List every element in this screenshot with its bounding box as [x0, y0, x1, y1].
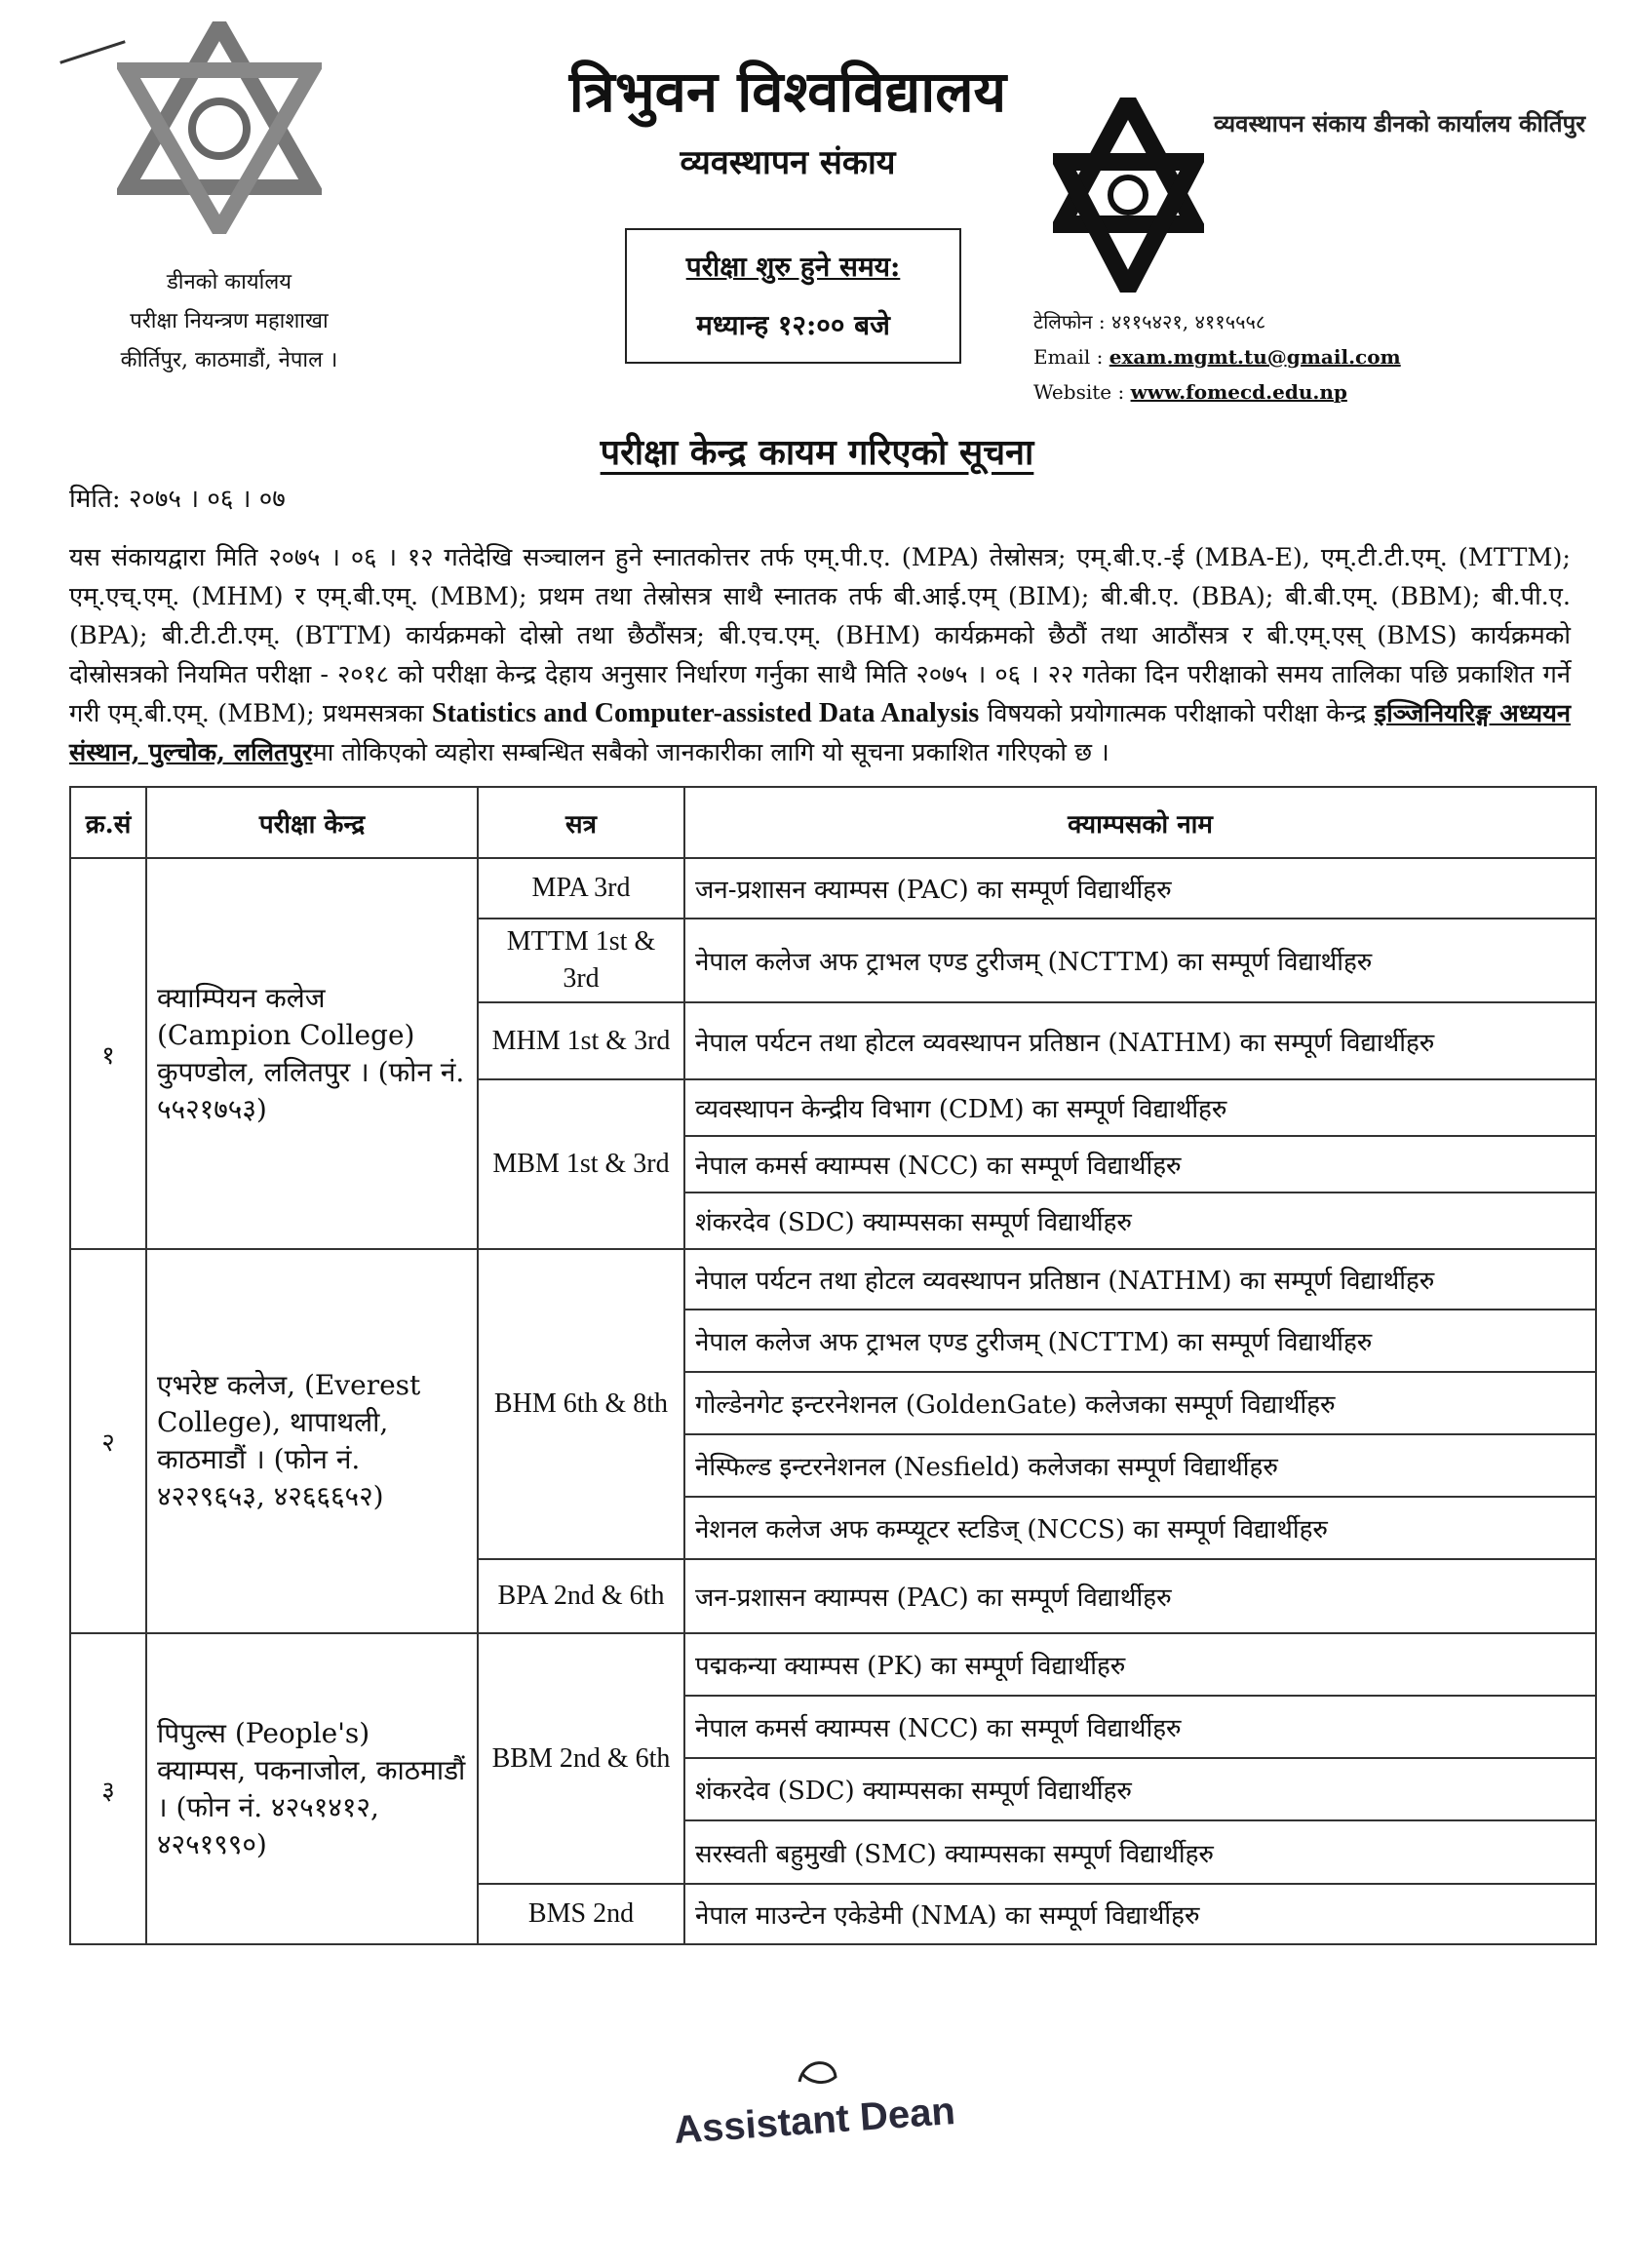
exam-time-label: परीक्षा शुरु हुने समय: — [685, 251, 901, 283]
campus: जन-प्रशासन क्याम्पस (PAC) का सम्पूर्ण विद्यार्थीहरु — [684, 1559, 1596, 1633]
session: BPA 2nd & 6th — [478, 1559, 684, 1633]
campus: शंकरदेव (SDC) क्याम्पसका सम्पूर्ण विद्यार्थीहरु — [684, 1193, 1596, 1249]
table-row — [70, 1633, 1596, 1696]
notice-date: मिति: २०७५ । ०६ । ०७ — [69, 485, 286, 514]
notice-title-text: परीक्षा केन्द्र कायम गरिएको सूचना — [600, 432, 1034, 473]
header-campus: क्याम्पसको नाम — [684, 787, 1596, 858]
campus: नेपाल माउन्टेन एकेडेमी (NMA) का सम्पूर्ण विद्यार्थीहरु — [684, 1884, 1596, 1944]
stamp-text: व्यवस्थापन संकाय डीनको कार्यालय कीर्तिपुर — [1214, 109, 1586, 137]
university-name: त्रिभुवन विश्वविद्यालय — [568, 59, 1007, 125]
email-label: Email : — [1033, 345, 1104, 369]
phone-numbers: टेलिफोन : ४११५४२१, ४११५५५८ — [1033, 310, 1266, 333]
session: MHM 1st & 3rd — [478, 1002, 684, 1079]
exam-centre: क्याम्पियन कलेज (Campion College) कुपण्डोल, ललितपुर । (फोन नं. ५५२१७५३) — [146, 858, 478, 1249]
session: BHM 6th & 8th — [478, 1249, 684, 1559]
campus: सरस्वती बहुमुखी (SMC) क्याम्पसका सम्पूर्ण विद्यार्थीहरु — [684, 1820, 1596, 1884]
signature-icon — [795, 2053, 843, 2092]
campus: नेपाल पर्यटन तथा होटल व्यवस्थापन प्रतिष्ठान (NATHM) का सम्पूर्ण विद्यार्थीहरु — [684, 1249, 1596, 1310]
header-session: सत्र — [478, 787, 684, 858]
exam-centre: एभरेष्ट कलेज, (Everest College), थापाथली, काठमाडौं । (फोन नं. ४२२९६५३, ४२६६६५२) — [146, 1249, 478, 1633]
campus: गोल्डेनगेट इन्टरनेशनल (GoldenGate) कलेजका सम्पूर्ण विद्यार्थीहरु — [684, 1372, 1596, 1434]
exam-time-value: मध्यान्ह १२:०० बजे — [696, 309, 890, 341]
assistant-dean-stamp: Assistant Dean — [672, 2089, 957, 2153]
faculty-name: व्यवस्थापन संकाय — [680, 143, 896, 182]
office-line: कीर्तिपुर, काठमाडौं, नेपाल । — [120, 348, 338, 372]
contact-info — [1033, 304, 1401, 410]
office-stamp — [1214, 107, 1604, 140]
office-address — [68, 263, 390, 380]
campus: पद्मकन्या क्याम्पस (PK) का सम्पूर्ण विद्यार्थीहरु — [684, 1633, 1596, 1696]
session: BMS 2nd — [478, 1884, 684, 1944]
office-line: डीनको कार्यालय — [167, 270, 292, 294]
campus: व्यवस्थापन केन्द्रीय विभाग (CDM) का सम्पूर्ण विद्यार्थीहरु — [684, 1079, 1596, 1136]
campus: नेपाल कलेज अफ ट्राभल एण्ड टुरीजम् (NCTTM) का सम्पूर्ण विद्यार्थीहरु — [684, 919, 1596, 1002]
body-text: मा तोकिएको व्यहोरा सम्बन्धित सबैको जानकारीका लागि यो सूचना प्रकाशित गरिएको छ । — [312, 738, 1109, 767]
serial-number: ३ — [70, 1633, 146, 1944]
campus: नेपाल कमर्स क्याम्पस (NCC) का सम्पूर्ण विद्यार्थीहरु — [684, 1696, 1596, 1758]
campus: नेशनल कलेज अफ कम्प्यूटर स्टडिज् (NCCS) का सम्पूर्ण विद्यार्थीहरु — [684, 1497, 1596, 1559]
campus: नेस्फिल्ड इन्टरनेशनल (Nesfield) कलेजका सम्पूर्ण विद्यार्थीहरु — [684, 1434, 1596, 1497]
table-row — [70, 1249, 1596, 1310]
body-text: यस संकायद्वारा मिति २०७५ । ०६ । १२ गतेदेखि सञ्चालन हुने स्नातकोत्तर तर्फ एम्.पी.ए. (MPA) तेस्रोसत्र; एम्.बी.ए.-ई (MBA-E), एम्.टी.टी.एम्. (MTTM); एम्.एच्.एम्. (MHM) र एम्.बी.एम्. (MBM); प्रथम तथा तेस्रोसत्र साथै स्नातक तर्फ बी.आई.एम् (BIM); बी.बी.ए. (BBA); बी.बी.एम्. (BBM); बी.पी.ए. (BPA); बी.टी.टी.एम्. (BTTM) कार्यक्रमको दोस्रो तथा छैठौंसत्र; बी.एच.एम्. (BHM) कार्यक्रमको छैठौं तथा आठौंसत्र र बी.एम्.एस् (BMS) कार्यक्रमको दोस्रोसत्रको नियमित परीक्षा - २०१८ को परीक्षा केन्द्र देहाय अनुसार निर्धारण गर्नुका साथै मिति २०७५ । ०६ । २२ गतेका दिन परीक्षाको समय तालिका पछि प्रकाशित गर्ने गरी एम्.बी.एम्. (MBM); प्रथमसत्रका — [69, 543, 1571, 728]
session: BBM 2nd & 6th — [478, 1633, 684, 1884]
campus: नेपाल पर्यटन तथा होटल व्यवस्थापन प्रतिष्ठान (NATHM) का सम्पूर्ण विद्यार्थीहरु — [684, 1002, 1596, 1079]
session: MTTM 1st & 3rd — [478, 919, 684, 1002]
practical-exam-centre: इञ्जिनियरिङ्ग अध्ययन संस्थान, पुल्चोक, ललितपुर — [69, 699, 1572, 767]
header-centre: परीक्षा केन्द्र — [146, 787, 478, 858]
session: MBM 1st & 3rd — [478, 1079, 684, 1249]
campus: शंकरदेव (SDC) क्याम्पसका सम्पूर्ण विद्यार्थीहरु — [684, 1758, 1596, 1820]
table-header-row — [70, 787, 1596, 858]
subject-name: Statistics and Computer-assisted Data Analysis — [431, 698, 980, 728]
campus: जन-प्रशासन क्याम्पस (PAC) का सम्पूर्ण विद्यार्थीहरु — [684, 858, 1596, 919]
exam-time-box — [625, 228, 961, 364]
signature-block — [674, 2053, 1597, 2170]
notice-title — [0, 427, 1634, 475]
office-line: परीक्षा नियन्त्रण महाशाखा — [130, 309, 329, 333]
notice-body — [69, 538, 1571, 772]
campus: नेपाल कमर्स क्याम्पस (NCC) का सम्पूर्ण विद्यार्थीहरु — [684, 1136, 1596, 1193]
email-link[interactable]: exam.mgmt.tu@gmail.com — [1109, 345, 1401, 369]
exam-centre: पिपुल्स (People's) क्याम्पस, पकनाजोल, काठमाडौं । (फोन नं. ४२५१४१२, ४२५१९९०) — [146, 1633, 478, 1944]
table-row — [70, 858, 1596, 919]
notice-content — [69, 538, 1597, 2170]
session: MPA 3rd — [478, 858, 684, 919]
serial-number: १ — [70, 858, 146, 1249]
website-label: Website : — [1033, 380, 1125, 404]
campus: नेपाल कलेज अफ ट्राभल एण्ड टुरीजम् (NCTTM) का सम्पूर्ण विद्यार्थीहरु — [684, 1310, 1596, 1372]
faculty-stamp-icon — [1053, 98, 1204, 293]
faculty-title — [0, 138, 1634, 183]
serial-number: २ — [70, 1249, 146, 1633]
exam-centre-table — [69, 786, 1597, 1945]
header-sn: क्र.सं — [70, 787, 146, 858]
website-link[interactable]: www.fomecd.edu.np — [1130, 380, 1347, 404]
body-text: विषयको प्रयोगात्मक परीक्षाको परीक्षा केन्द्र — [987, 699, 1367, 728]
